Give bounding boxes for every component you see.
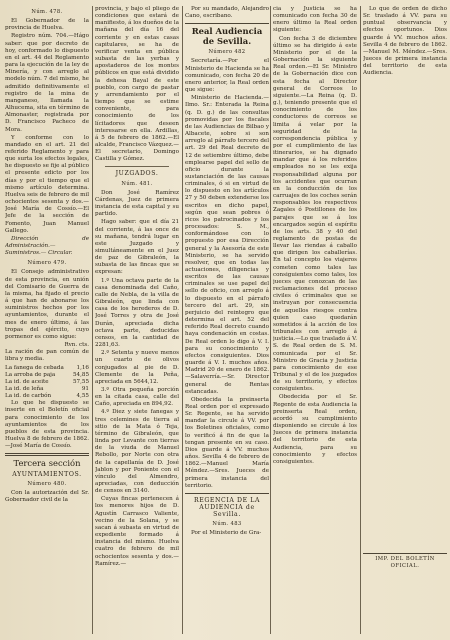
section-heading: Tercera sección (13, 458, 81, 469)
section-note: Dirección de Administración.— Suministros.— Circular. (5, 235, 89, 257)
price-value: 1,16 (76, 364, 89, 371)
paragraph: Por el Ministerio de Gra- (191, 530, 262, 537)
price-label: La arroba de paja (5, 371, 56, 378)
section-heading: JUZGADOS. (115, 170, 159, 178)
column-rule (360, 6, 361, 634)
table-row (5, 379, 89, 386)
section-divider (5, 453, 89, 456)
printer-imprint: IMP. DEL BOLETÍN OFICIAL. (363, 553, 447, 570)
price-label: La id. de carbón (5, 393, 52, 400)
paragraph: Don José Ramírez Cárdenas, Juez de primera instancia de esta capital y su partido. (95, 189, 179, 218)
column-rule (270, 6, 271, 634)
paragraph: 4.º Diez y siete fanegas y tres celemines de tierra al sitio de la Mata ó Teja, término de Gibraleón, que linda por Levante con tierras de la viuda de Manuel Rebollo, por Norte con otra de la capellanía de D. José Jablon y por Poniente con el vínculo del Almendro, apreciadas, con deducción de censos en 3140. (95, 409, 179, 495)
paragraph: Secretaría.—Por el Ministerio de Hacienda se ha comunicado, con fecha 20 de enero anterior, la Real orden que sigue: (185, 58, 269, 94)
paragraph: Registro núm. 704.—Hágo saber: que por decreto de hoy, conformado lo dispuesto en el art. 44 del Reglamento para la ejecución de la ley de Minería, y con arreglo al modelo núm. 7 del mismo, he admitido definitivamente el registro de la mina de manganeso, llamada la Alhucema, sita en término de Almonaster, registrada por D. Francisco Pacheco de Mora. (5, 33, 89, 133)
section-heading: Real Audiencia de Sevilla. (191, 26, 263, 46)
paragraph: provincia, y bajo el pliego de condiciones que estará de manifiesto, á los dueños de la mañana del día 16 del corriente y en estas casas capitulares, se ha de verificar venta en pública subasta de las yerbas y apostaderos de los montes públicos en que está dividido la dehesa Bayal de este pueblo, con cargo de pastar y arrendamiento por el tiempo que se estime conveniente, para conocimiento de los lícitadores que deseen interesarse en ella. Ardillas, á 5 de febrero de 1862.—El alcalde, Francisco Vázquez.—El secretario, Domingo Castilla y Gómez. (95, 6, 179, 163)
paragraph: Ministerio de Hacienda.—Ilmo. Sr.: Enterada la Reina (q. D. g.) de las consultas promovidas por los fiscales de las Audiencias de Bilbao y Albacete, sobre si son arreglo al párrafo tercero del art. 29 del Real decreto de 12 de setiembre último, debe emplearse papel del sello de oficio durante la sustanciación de las causas criminales, ó si en virtud de lo dispuesto en los artículos 27 y 50 deben extenderse los escritos en dicho papel, según que sean pobres ó ricos los patrocinados y los procesados: S. M., conformándose con lo propuesto por esa Dirección general y la Asesoría de este Ministerio, se ha servido resolver, que en todas las actuaciones, diligencias y escritos de las causas criminales se use papel del sello de oficio, con arreglo á lo dispuesto en el párrafo tercero del art. 29, sin perjuicio del reintegro que determina el art. 52 del referido Real decreto cuando haya condenación en costas. De Real orden lo digo á V. I. para su conocimiento y efectos consiguientes. Dios guarde á V. I. muchos años. Madrid 20 de enero de 1862.—Salaverría.—Sr. Director general de Rentas estancadas. (185, 95, 269, 395)
paragraph: Con la autorización del Sr. Gobernador civil de la (5, 490, 89, 504)
paragraph: 2.º Setenta y nueve menos un cuarto de olivos conjugados al pie de D. Clemente de la Peña, apreciada en 5644,12. (95, 350, 179, 385)
notice-number: Núm. 478. (31, 9, 63, 15)
column-rule (92, 6, 93, 634)
paragraph: Hago saber: que el día 21 del corriente, á las once de su mañana, tendrá lugar en este Juzgado y simultáneamente en el Juez de paz de Gibraleón, la subasta de las fincas que se expresan: (95, 219, 179, 276)
paragraph: cia y Justicia se ha comunicado con fecha 30 de enero último la Real orden siguiente: (273, 6, 357, 34)
column-4 (273, 6, 357, 634)
section-heading: REGENCIA DE LA AUDIENCIA de Sevilla. (193, 496, 261, 519)
divider (105, 166, 169, 167)
notice-number: Número 482 (208, 49, 246, 56)
prices-intro: La ración de pan común de libra y media. (5, 349, 89, 363)
paragraph: El Gobernador de la provincia de Huelva. (5, 18, 89, 32)
paragraph: 1.º Una octava parte de la casa denominada del Caño, calle de Nebla, de la villa de Gibraleón, que linda con casa de los herederos de D. José Torres y otra de José Durán, apreciada dicha octava parte, deducidas censos, en la cantidad de 2281,63. (95, 277, 179, 349)
paragraph: Y conforme con lo mandado en el art. 21 del referido Reglamento y para que surta los efectos legales, he dispuesto se fije al público el presente edicto por los días y por el tiempo que el mismo artículo determina. Huelva seis de febrero de mil ochocientos sesenta y dos.— José María de Cossío.—El Jefe de la sección de Fomento, Juan Manuel Gallego. (5, 134, 89, 234)
column-2 (95, 6, 179, 634)
notice-number: Número 480. (27, 481, 67, 488)
prices-table (5, 365, 89, 401)
table-row (5, 365, 89, 372)
price-value: 54,85 (72, 371, 89, 378)
paragraph: Cuyas fincas pertenecen á los menores hijos de D. Agustín Carrasco Valiente, vecino de la Solana, y se sacan á subasta en virtud de expediente formado á instancia del mismo. Huelva cuatro de febrero de mil ochocientos sesenta y dos.—Ramírez.— (95, 496, 179, 567)
price-value: 4,55 (76, 393, 89, 400)
blank-space (363, 79, 447, 549)
paragraph: Lo que de orden de dicho Sr. traslado á VV. para su puntual observancia y efectos oportunos. Dios guarde á VV. muchos años. Sevilla 4 de febrero de 1862.—Manuel M. Méndez.—Sres. Jueces de primera instancia del territorio de esta Audiencia. (363, 6, 447, 77)
table-row (5, 372, 89, 379)
notice-number: Núm. 483 (212, 521, 242, 528)
paragraph: Obedecida por el Sr. Regente de esta Audiencia la preinserta Real orden, acordó su cumplimiento disponiendo se circule á los Jueces de primera instancia del territorio de esta Audiencia, para su conocimiento y efectos consiguientes. (273, 394, 357, 465)
table-row (5, 393, 89, 400)
paragraph: Obedecida la preinserta Real orden por el expresado Sr. Regente, se ha servido mandar la circule á VV. por los Boletines oficiales, como lo verificó á fin de que la tengan presente en su caso. Dios guarde á VV. muchos años. Sevilla 4 de febrero de 1862.—Manuel María Méndez.—Sres. Jueces de primera instancia del territorio. (185, 396, 269, 489)
section-subheading: AYUNTAMIENTOS. (12, 470, 82, 478)
divider (185, 23, 269, 24)
column-rule (182, 6, 183, 634)
units-label: Rvn. cts. (64, 342, 89, 349)
price-value: 57,55 (72, 378, 89, 385)
price-label: La id. de aceite (5, 378, 49, 385)
paragraph: Por su mandado, Alejandro Cano, escribano. (185, 6, 269, 20)
divider (185, 493, 269, 494)
notice-number: Núm. 481. (121, 180, 153, 187)
notice-number: Número 479. (27, 260, 67, 267)
paragraph: El Consejo administrativo de esta provincia, en unión del Comisario de Guerra de la misma, ha fijado el precio á que han de abonarse los suministros hechos por los ayuntamientos, durante el mes de enero último, á las tropas del ejército, cuyo pormenor es como sigue: (5, 269, 89, 340)
price-label: La fanega de cebada (5, 364, 64, 371)
column-5 (363, 6, 447, 634)
paragraph: Lo que he dispuesto se inserte en el Boletín oficial para conocimiento de los ayuntamientos de los pueblos de esta provincia. Huelva 8 de febrero de 1862.—José María de Cossío. (5, 400, 89, 450)
column-1 (5, 6, 89, 634)
price-value: 91 (81, 385, 89, 392)
column-3 (185, 6, 269, 634)
paragraph: Con fecha 3 de diciembre último se ha dirigido á este Ministerio por el de la Gobernación la siguiente Real orden.—El Sr. Ministro de la Gobernación dice con esta fecha al Director general de Correos lo siguiente.—La Reina (q. D. g.), teniendo presente que el conocimiento de los conductores de correos se limita á velar por la seguridad de la correspondencia pública y por el cumplimiento de las itinerarios, se ha dignado mandar que á los referidos empleados no se les exija responsabilidad alguna por los accidentes que ocurran en la conducción de los carruajes de los coches serán responsables los respectivos Zagales ó Postillones de los parajes que se á los encargados según el espíritu de los arts. 38 y 40 del reglamento de postas de llevar las riendas á caballo que dirigen los caballerías. En tal concepto los viajeros cometen como tales las consiguientes como tales, los jueces que conozcan de las reclamaciones del proceso civiles ó criminales que se instruyan por consecuencia de aquellos riesgos contra quien caso quedarán sometidos á la acción de los tribunales con arreglo á justicia.—Lo que traslado á V. S. de Real orden de S. M. comunicada por el Sr. Ministro de Gracia y Justicia para conocimiento de ese Tribunal y el de los juzgados de su territorio, y efectos consiguientes. (273, 35, 357, 393)
paragraph: 3.º Otra pequeña porción en la citada casa, calle del Caño, apreciada en 894,92. (95, 386, 179, 408)
price-label: La id. de leña (5, 385, 44, 392)
